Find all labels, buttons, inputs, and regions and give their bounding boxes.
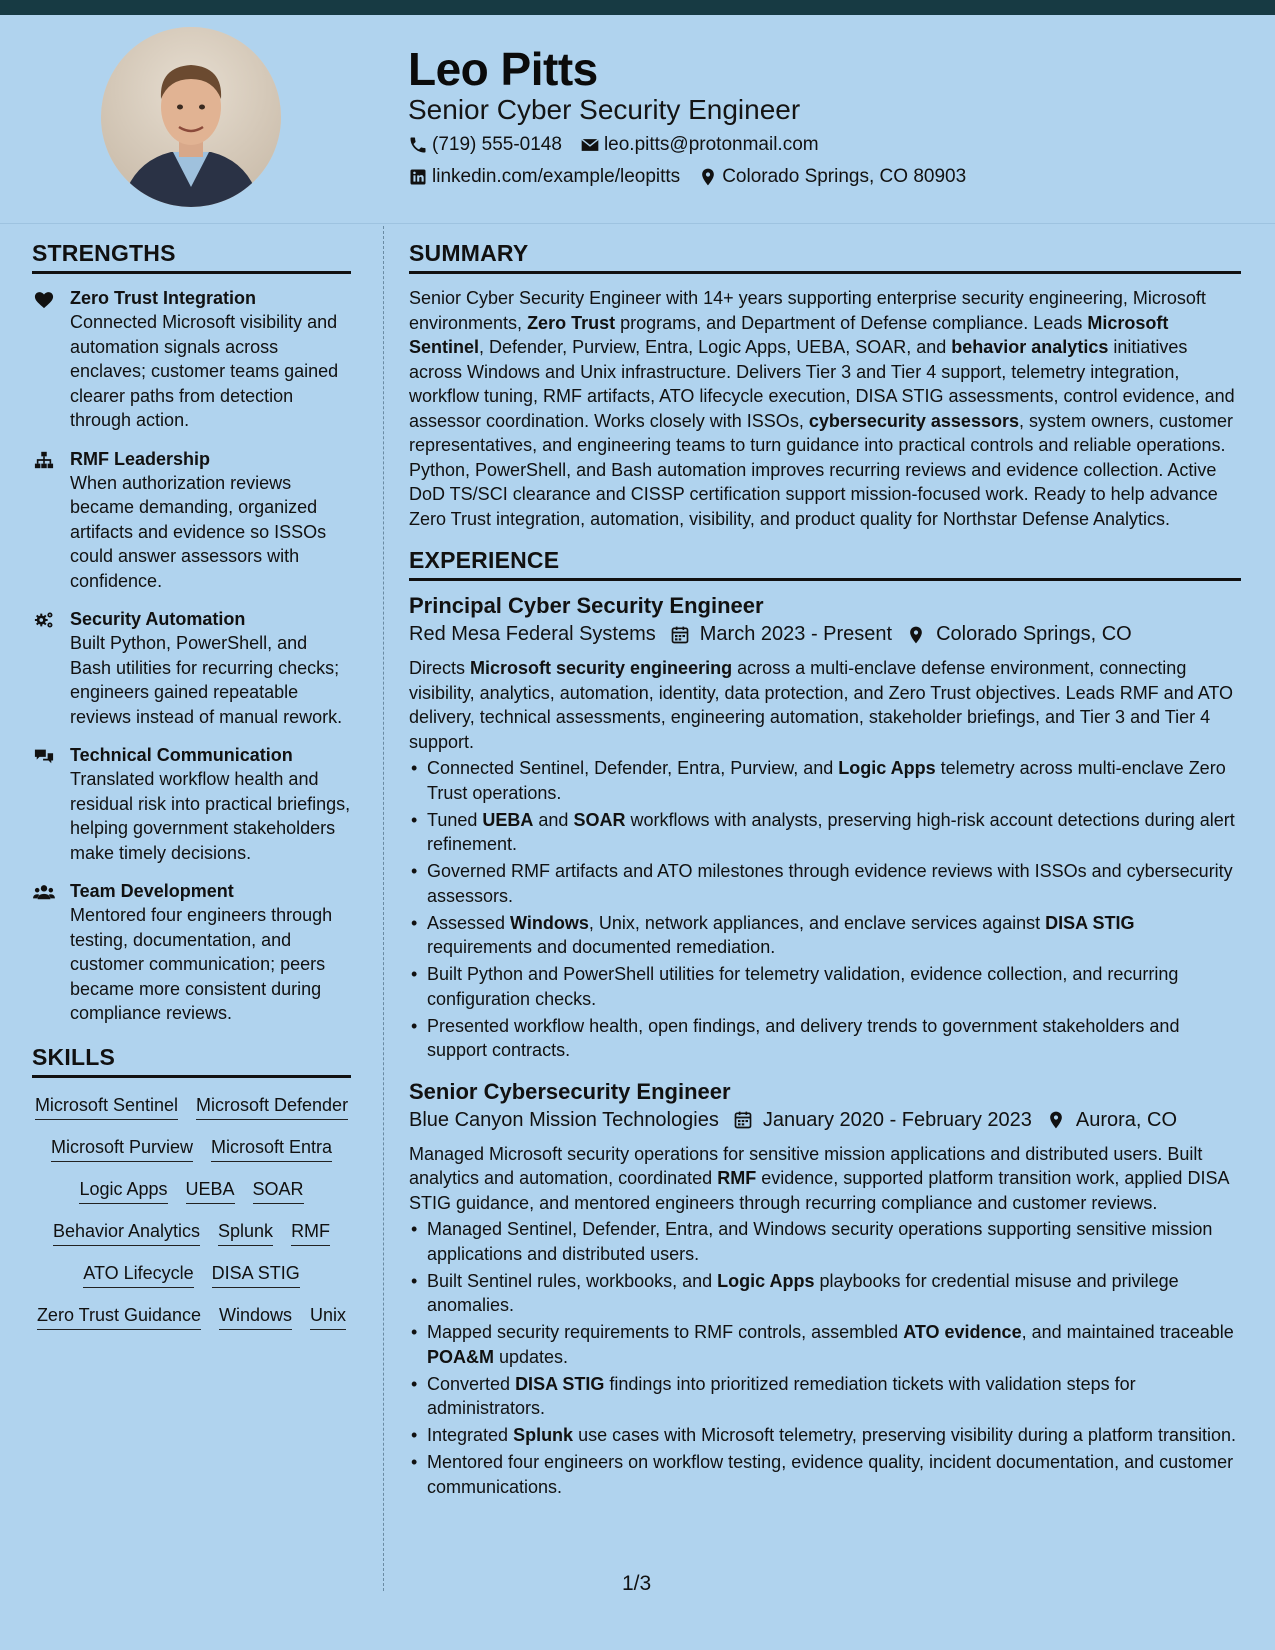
bold-text: SOAR	[573, 809, 626, 830]
job-meta	[409, 623, 1241, 646]
calendar-icon	[670, 625, 690, 645]
experience-heading: EXPERIENCE	[409, 547, 1241, 581]
job-dates	[670, 623, 892, 646]
text-run: , and maintained traceable	[1021, 1322, 1234, 1342]
phone-contact[interactable]	[408, 134, 562, 156]
job-bullet	[409, 962, 1241, 1011]
strength-title: Zero Trust Integration	[70, 288, 257, 308]
heart-icon	[32, 286, 70, 433]
text-run: Built Python and PowerShell utilities for telemetry validation, evidence collection, and recurring configuration checks.	[427, 964, 1179, 1009]
strength-description: Mentored four engineers through testing, documentation, and customer communication; peers became more consistent during compliance reviews.	[70, 905, 333, 1023]
summary-heading: SUMMARY	[409, 240, 1241, 274]
bold-text: Microsoft security engineering	[470, 658, 733, 678]
strength-title: RMF Leadership	[70, 448, 211, 469]
bold-text: Zero Trust	[527, 312, 616, 333]
experience-list	[409, 593, 1241, 1499]
users-icon	[32, 879, 70, 1026]
skill-tag: Splunk	[218, 1220, 273, 1246]
skill-tag: Behavior Analytics	[53, 1220, 200, 1246]
job-description	[409, 1142, 1241, 1216]
text-run: Mentored four engineers on workflow testing, evidence quality, incident documentation, and customer communications.	[427, 1452, 1234, 1497]
strength-body	[70, 743, 351, 865]
left-column	[32, 240, 351, 1330]
bold-text: RMF	[717, 1168, 757, 1188]
bold-text: Splunk	[513, 1425, 574, 1445]
job-bullet	[409, 859, 1241, 908]
skills-list	[32, 1090, 351, 1330]
text-run: updates.	[494, 1346, 569, 1367]
strength-title: Security Automation	[70, 609, 246, 629]
map-pin-icon	[1046, 1110, 1066, 1130]
bold-text: Microsoft Sentinel	[409, 312, 1169, 357]
phone-text: (719) 555-0148	[432, 134, 562, 155]
job-bullet	[409, 1423, 1241, 1448]
text-run: playbooks for credential misuse and privilege anomalies.	[427, 1270, 1179, 1315]
strength-body	[70, 607, 351, 729]
job-dates-text: March 2023 - Present	[699, 623, 893, 645]
job-bullet	[409, 1372, 1241, 1421]
text-run: Managed Sentinel, Defender, Entra, and Windows security operations supporting sensitive mission applications and distributed users.	[427, 1219, 1213, 1264]
candidate-title: Senior Cyber Security Engineer	[408, 94, 801, 125]
header-divider	[0, 223, 1275, 224]
job-location-text: Colorado Springs, CO	[936, 623, 1132, 645]
phone-icon	[408, 135, 428, 155]
text-run: Tuned	[427, 809, 483, 830]
job-bullets	[409, 756, 1241, 1063]
bold-text: UEBA	[482, 809, 534, 830]
strengths-heading: STRENGTHS	[32, 240, 351, 274]
skill-tag: Microsoft Entra	[211, 1136, 332, 1162]
job-location	[906, 623, 1132, 646]
right-column	[409, 240, 1241, 1515]
location-contact	[698, 166, 966, 188]
strength-title: Team Development	[70, 881, 234, 901]
bold-text: Logic Apps	[838, 758, 936, 778]
map-pin-icon	[698, 167, 718, 187]
strength-item	[32, 447, 351, 594]
job-location-text: Aurora, CO	[1075, 1108, 1178, 1131]
job-bullet	[409, 1320, 1241, 1369]
text-run: , Defender, Purview, Entra, Logic Apps, UEBA, SOAR, and	[479, 337, 952, 357]
text-run: Managed Microsoft security operations for sensitive mission applications and distributed users. Built analytics and automation, coordinated	[409, 1143, 1203, 1188]
comments-icon	[32, 743, 70, 865]
strength-body	[70, 879, 351, 1026]
skill-tag: RMF	[291, 1220, 330, 1246]
text-run: Connected Sentinel, Defender, Entra, Purview, and	[427, 758, 839, 778]
strength-body	[70, 447, 351, 594]
skill-tag: ATO Lifecycle	[83, 1262, 193, 1288]
bold-text: POA&M	[427, 1346, 494, 1367]
text-run: Senior Cyber Security Engineer with 14+ years supporting enterprise security engineering, Microsoft environments,	[409, 288, 1206, 333]
strength-description: When authorization reviews became demanding, organized artifacts and evidence so ISSOs could answer assessors with confidence.	[70, 472, 327, 591]
job-bullet	[409, 1269, 1241, 1318]
strength-item	[32, 879, 351, 1026]
text-run: Directs	[409, 658, 471, 678]
bold-text: ATO evidence	[903, 1322, 1022, 1342]
linkedin-text: linkedin.com/example/leopitts	[432, 166, 681, 187]
strengths-list	[32, 286, 351, 1026]
linkedin-contact[interactable]	[408, 166, 680, 188]
job-bullet	[409, 1450, 1241, 1499]
text-run: Built Sentinel rules, workbooks, and	[427, 1270, 718, 1291]
job-entry	[409, 1079, 1241, 1500]
skill-tag: Microsoft Sentinel	[35, 1094, 178, 1120]
map-pin-icon	[906, 625, 926, 645]
strength-description: Built Python, PowerShell, and Bash utilities for recurring checks; engineers gained repeatable reviews instead of manual rework.	[70, 633, 343, 727]
skill-tag: Windows	[219, 1304, 292, 1330]
text-run: Mapped security requirements to RMF controls, assembled	[427, 1322, 904, 1342]
skill-tag: SOAR	[253, 1178, 304, 1204]
profile-photo	[101, 27, 281, 207]
text-run: across a multi-enclave defense environment, connecting visibility, analytics, automation, identity, data protection, and Zero Trust objectives. Leads RMF and ATO delivery, technical assessments, engineering automation, stakeholder briefings, and Tier 3 and Tier 4 support.	[409, 658, 1234, 752]
job-bullet	[409, 808, 1241, 857]
linkedin-icon	[408, 167, 428, 187]
bold-text: cybersecurity assessors	[808, 410, 1019, 431]
gears-icon	[32, 607, 70, 729]
bold-text: DISA STIG	[515, 1373, 605, 1394]
text-run: requirements and documented remediation.	[427, 937, 776, 957]
job-meta	[409, 1109, 1241, 1132]
strength-description: Connected Microsoft visibility and automation signals across enclaves; customer teams gained clearer paths from detection through action.	[70, 312, 339, 430]
text-run: Assessed	[427, 912, 511, 933]
job-dates-text: January 2020 - February 2023	[762, 1108, 1032, 1131]
column-divider	[383, 226, 384, 1591]
job-bullet	[409, 911, 1241, 960]
text-run: Presented workflow health, open findings, and delivery trends to government stakeholders and support contracts.	[427, 1015, 1180, 1060]
text-run: Integrated	[427, 1425, 514, 1445]
skills-section	[32, 1044, 351, 1330]
text-run: workflows with analysts, preserving high-risk account detections during alert refinement.	[427, 809, 1235, 854]
candidate-name: Leo Pitts	[408, 43, 598, 95]
strength-description: Translated workflow health and residual risk into practical briefings, helping government stakeholders make timely decisions.	[70, 769, 351, 863]
calendar-icon	[733, 1110, 753, 1130]
job-entry	[409, 593, 1241, 1063]
skill-tag: Zero Trust Guidance	[37, 1304, 201, 1330]
job-bullets	[409, 1217, 1241, 1499]
text-run: telemetry across multi-enclave Zero Trust operations.	[427, 758, 1226, 803]
job-bullet	[409, 756, 1241, 805]
skill-tag: Microsoft Purview	[51, 1136, 193, 1162]
bold-text: Logic Apps	[717, 1270, 815, 1291]
text-run: initiatives across Windows and Unix infrastructure. Delivers Tier 3 and Tier 4 support, telemetry integration, workflow tuning, RMF artifacts, ATO lifecycle execution, DISA STIG assessments, control evidence, and assessor coordination. Works closely with ISSOs,	[409, 337, 1235, 431]
email-contact[interactable]	[580, 134, 819, 156]
contact-row-primary	[408, 134, 837, 156]
skill-tag: Microsoft Defender	[196, 1094, 348, 1120]
job-description	[409, 656, 1241, 754]
text-run: evidence, supported platform transition work, applied DISA STIG guidance, and mentored engineers through recurring compliance and customer reviews.	[409, 1168, 1229, 1213]
skill-tag: Unix	[310, 1304, 346, 1330]
job-title: Senior Cybersecurity Engineer	[409, 1078, 731, 1104]
text-run: , Unix, network appliances, and enclave services against	[588, 912, 1046, 933]
job-bullet	[409, 1014, 1241, 1063]
strength-item	[32, 607, 351, 729]
text-run: programs, and Department of Defense compliance. Leads	[615, 312, 1088, 333]
strength-title: Technical Communication	[70, 745, 293, 765]
envelope-icon	[580, 135, 600, 155]
job-dates	[733, 1109, 1032, 1132]
skill-tag: DISA STIG	[212, 1262, 300, 1288]
summary-text	[409, 286, 1241, 531]
job-location	[1046, 1109, 1177, 1132]
strength-body	[70, 286, 351, 433]
email-text: leo.pitts@protonmail.com	[603, 134, 819, 155]
text-run: , system owners, customer representatives, and engineering teams to turn guidance into practical controls and reliable operations. Python, PowerShell, and Bash automation improves recurring reviews and evidence collection. Active DoD TS/SCI clearance and CISSP certification support mission-focused work. Ready to help advance Zero Trust integration, automation, visibility, and product quality for Northstar Defense Analytics.	[409, 410, 1234, 529]
skill-tag: Logic Apps	[79, 1178, 167, 1204]
contact-row-secondary	[408, 166, 984, 188]
skill-tag: UEBA	[186, 1178, 235, 1204]
bold-text: DISA STIG	[1045, 912, 1135, 933]
location-text: Colorado Springs, CO 80903	[722, 166, 967, 187]
sitemap-icon	[32, 447, 70, 594]
text-run: Governed RMF artifacts and ATO milestones through evidence reviews with ISSOs and cybersecurity assessors.	[427, 861, 1233, 906]
page-number: 1/3	[622, 1572, 652, 1595]
job-title: Principal Cyber Security Engineer	[409, 593, 764, 618]
skills-heading: SKILLS	[32, 1044, 351, 1078]
text-run: Converted	[427, 1373, 516, 1394]
text-run: use cases with Microsoft telemetry, preserving visibility during a platform transition.	[573, 1425, 1236, 1445]
strength-item	[32, 286, 351, 433]
text-run: and	[533, 809, 574, 830]
job-company: Blue Canyon Mission Technologies	[409, 1108, 719, 1131]
bold-text: behavior analytics	[951, 337, 1109, 357]
job-bullet	[409, 1217, 1241, 1266]
top-bar	[0, 0, 1275, 15]
bold-text: Windows	[510, 912, 589, 933]
text-run: findings into prioritized remediation tickets with validation steps for administrators.	[427, 1373, 1136, 1418]
job-company: Red Mesa Federal Systems	[409, 623, 656, 645]
strength-item	[32, 743, 351, 865]
